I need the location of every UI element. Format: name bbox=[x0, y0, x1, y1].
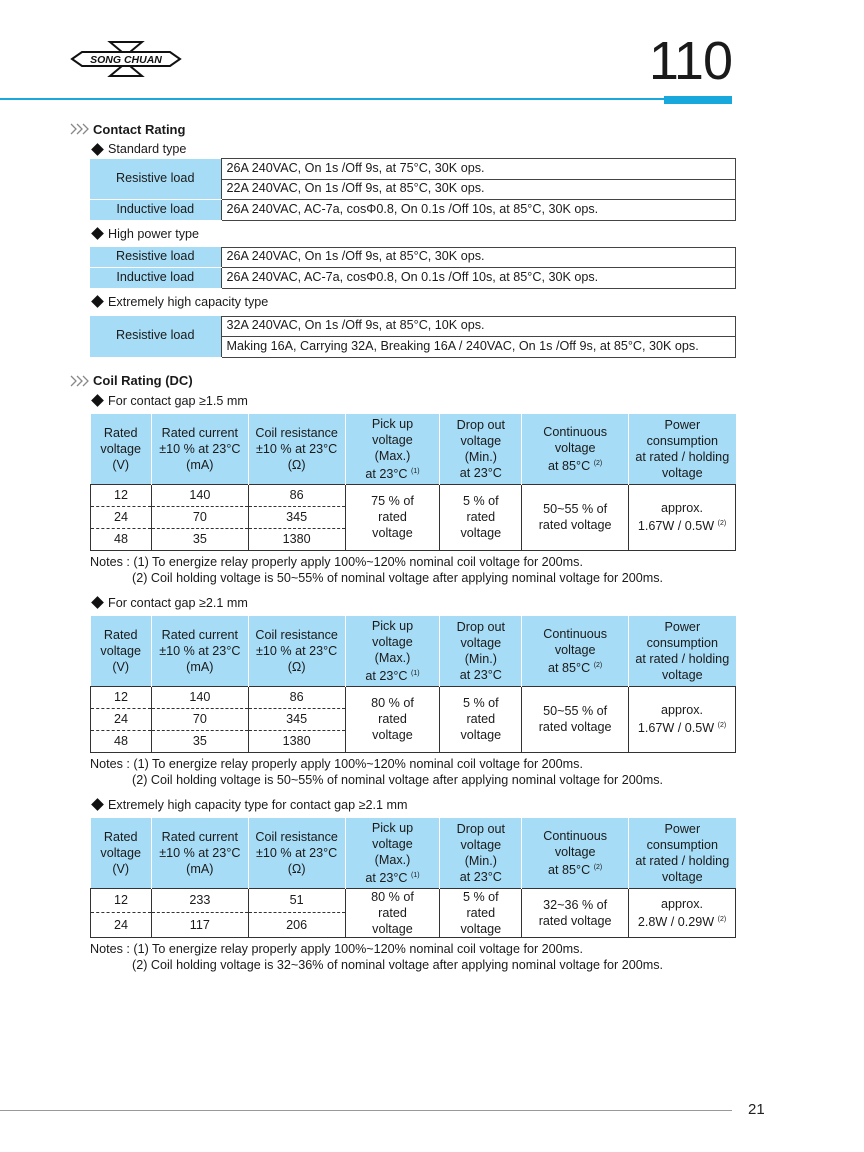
note-line: (2) Coil holding voltage is 50~55% of nominal voltage after applying nominal voltage for 200ms. bbox=[132, 772, 663, 787]
coil-drop-out-value: 5 % of rated voltage bbox=[440, 484, 522, 550]
coil-notes bbox=[90, 554, 740, 586]
coil-pick-up-value: 75 % of rated voltage bbox=[345, 484, 440, 550]
contact-rating-title-text: Contact Rating bbox=[93, 121, 186, 137]
coil-power-value: approx. 1.67W / 0.5W $^{(2)}$ bbox=[629, 484, 736, 550]
coil-rating-table bbox=[90, 616, 736, 753]
model-number: 110 bbox=[648, 31, 732, 91]
resistive-load-label: Resistive load bbox=[90, 247, 221, 268]
rating-value: 22A 240VAC, On 1s /Off 9s, at 85°C, 30K ops. bbox=[221, 179, 736, 200]
table-cell: 233 bbox=[151, 888, 248, 913]
coil-continuous-value: 50~55 % of rated voltage bbox=[522, 484, 629, 550]
diamond-bullet-icon bbox=[91, 227, 104, 240]
coil-table-label: For contact gap ≥2.1 mm bbox=[90, 594, 740, 612]
rating-value: 26A 240VAC, AC-7a, cosΦ0.8, On 0.1s /Off 10s, at 85°C, 30K ops. bbox=[221, 200, 736, 221]
footnote-ref: (2) bbox=[593, 863, 603, 871]
footnote-ref: (2) bbox=[593, 661, 603, 669]
rating-value: 32A 240VAC, On 1s /Off 9s, at 85°C, 10K ops. bbox=[221, 316, 736, 337]
high-power-type-table bbox=[90, 247, 736, 289]
table-cell: 12 bbox=[91, 888, 152, 913]
table-cell: 140 bbox=[151, 686, 248, 708]
resistive-load-label: Resistive load bbox=[90, 316, 221, 357]
coil-rating-table bbox=[90, 414, 736, 551]
coil-header-continuous: Continuous voltage at 85°C $^{(2)}$ bbox=[522, 818, 629, 889]
diamond-bullet-icon bbox=[91, 596, 104, 609]
coil-table-block bbox=[70, 392, 740, 586]
header-rule bbox=[0, 98, 732, 100]
table-cell: 1380 bbox=[248, 528, 345, 550]
header-accent-tab bbox=[664, 96, 732, 104]
table-cell: 345 bbox=[248, 506, 345, 528]
rating-value: Making 16A, Carrying 32A, Breaking 16A / 240VAC, On 1s /Off 9s, at 85°C, 30K ops. bbox=[221, 337, 736, 358]
diamond-bullet-icon bbox=[91, 143, 104, 156]
table-cell: 206 bbox=[248, 913, 345, 938]
rating-value: 26A 240VAC, On 1s /Off 9s, at 75°C, 30K ops. bbox=[221, 159, 736, 180]
content bbox=[70, 120, 740, 981]
coil-header-rated-voltage: Rated voltage (V) bbox=[91, 818, 152, 889]
table-row bbox=[91, 484, 736, 506]
coil-drop-out-value: 5 % of rated voltage bbox=[440, 888, 522, 937]
coil-header-continuous: Continuous voltage at 85°C $^{(2)}$ bbox=[522, 616, 629, 687]
note-line: Notes : (1) To energize relay properly apply 100%~120% nominal coil voltage for 200ms. bbox=[90, 756, 583, 771]
coil-header-rated-current: Rated current ±10 % at 23°C (mA) bbox=[151, 616, 248, 687]
coil-tables bbox=[70, 392, 740, 973]
coil-rating-table bbox=[90, 818, 736, 938]
table-cell: 48 bbox=[91, 730, 152, 752]
coil-header-coil-resistance: Coil resistance ±10 % at 23°C (Ω) bbox=[248, 414, 345, 485]
table-cell: 117 bbox=[151, 913, 248, 938]
table-cell: 48 bbox=[91, 528, 152, 550]
inductive-load-label: Inductive load bbox=[90, 200, 221, 221]
table-cell: 35 bbox=[151, 730, 248, 752]
table-row bbox=[91, 686, 736, 708]
coil-power-value: approx. 2.8W / 0.29W $^{(2)}$ bbox=[629, 888, 736, 937]
coil-header-drop-out: Drop out voltage (Min.) at 23°C bbox=[440, 414, 522, 485]
coil-table-block bbox=[70, 594, 740, 788]
standard-type-label: Standard type bbox=[90, 140, 740, 158]
table-cell: 24 bbox=[91, 708, 152, 730]
footnote-ref: (1) bbox=[411, 467, 420, 475]
rating-value: 26A 240VAC, On 1s /Off 9s, at 85°C, 30K ops. bbox=[221, 247, 736, 268]
standard-type-table bbox=[90, 158, 736, 221]
table-cell: 86 bbox=[248, 686, 345, 708]
diamond-bullet-icon bbox=[91, 394, 104, 407]
inductive-load-label: Inductive load bbox=[90, 268, 221, 289]
coil-table-block bbox=[70, 796, 740, 973]
extreme-type-table bbox=[90, 316, 736, 358]
coil-header-pick-up: Pick up voltage (Max.) at 23°C $^{(1)}$ bbox=[345, 414, 440, 485]
coil-header-power: Power consumption at rated / holding voltage bbox=[629, 414, 736, 485]
coil-notes bbox=[90, 756, 740, 788]
brand-logo bbox=[70, 40, 182, 78]
coil-header-rated-current: Rated current ±10 % at 23°C (mA) bbox=[151, 414, 248, 485]
table-cell: 51 bbox=[248, 888, 345, 913]
footnote-ref: (2) bbox=[717, 915, 727, 923]
coil-header-power: Power consumption at rated / holding voltage bbox=[629, 616, 736, 687]
diamond-bullet-icon bbox=[91, 798, 104, 811]
footnote-ref: (2) bbox=[717, 722, 727, 729]
footnote-ref: (2) bbox=[593, 459, 603, 467]
table-cell: 70 bbox=[151, 506, 248, 528]
coil-header-rated-current: Rated current ±10 % at 23°C (mA) bbox=[151, 818, 248, 889]
coil-header-coil-resistance: Coil resistance ±10 % at 23°C (Ω) bbox=[248, 818, 345, 889]
contact-rating-title bbox=[70, 120, 740, 138]
coil-rating-title bbox=[70, 372, 740, 390]
coil-table-label: Extremely high capacity type for contact gap ≥2.1 mm bbox=[90, 796, 740, 814]
table-cell: 35 bbox=[151, 528, 248, 550]
footnote-ref: (2) bbox=[717, 520, 727, 527]
coil-pick-up-value: 80 % of rated voltage bbox=[345, 686, 440, 752]
table-cell: 24 bbox=[91, 506, 152, 528]
diamond-bullet-icon bbox=[91, 295, 104, 308]
coil-continuous-value: 32~36 % of rated voltage bbox=[522, 888, 629, 937]
rating-value: 26A 240VAC, AC-7a, cosΦ0.8, On 0.1s /Off 10s, at 85°C, 30K ops. bbox=[221, 268, 736, 289]
extreme-type-label: Extremely high capacity type bbox=[90, 293, 740, 311]
note-line: (2) Coil holding voltage is 32~36% of nominal voltage after applying nominal voltage for 200ms. bbox=[132, 957, 663, 972]
chevron-triple-icon bbox=[70, 123, 90, 135]
coil-notes bbox=[90, 941, 740, 973]
table-cell: 70 bbox=[151, 708, 248, 730]
note-line: Notes : (1) To energize relay properly apply 100%~120% nominal coil voltage for 200ms. bbox=[90, 941, 583, 956]
footer-rule bbox=[0, 1110, 732, 1111]
footnote-ref: (1) bbox=[411, 669, 420, 677]
brand-logo-text: SONG CHUAN bbox=[90, 54, 162, 66]
table-cell: 1380 bbox=[248, 730, 345, 752]
coil-header-pick-up: Pick up voltage (Max.) at 23°C $^{(1)}$ bbox=[345, 818, 440, 889]
coil-header-drop-out: Drop out voltage (Min.) at 23°C bbox=[440, 818, 522, 889]
coil-header-drop-out: Drop out voltage (Min.) at 23°C bbox=[440, 616, 522, 687]
high-power-type-label: High power type bbox=[90, 225, 740, 243]
coil-pick-up-value: 80 % of rated voltage bbox=[345, 888, 440, 937]
coil-continuous-value: 50~55 % of rated voltage bbox=[522, 686, 629, 752]
coil-header-rated-voltage: Rated voltage (V) bbox=[91, 414, 152, 485]
table-cell: 12 bbox=[91, 484, 152, 506]
coil-header-pick-up: Pick up voltage (Max.) at 23°C $^{(1)}$ bbox=[345, 616, 440, 687]
table-cell: 12 bbox=[91, 686, 152, 708]
coil-header-rated-voltage: Rated voltage (V) bbox=[91, 616, 152, 687]
table-cell: 345 bbox=[248, 708, 345, 730]
table-cell: 86 bbox=[248, 484, 345, 506]
page-number: 21 bbox=[748, 1101, 765, 1118]
coil-header-coil-resistance: Coil resistance ±10 % at 23°C (Ω) bbox=[248, 616, 345, 687]
coil-header-power: Power consumption at rated / holding voltage bbox=[629, 818, 736, 889]
footnote-ref: (1) bbox=[411, 871, 420, 879]
coil-header-continuous: Continuous voltage at 85°C $^{(2)}$ bbox=[522, 414, 629, 485]
coil-drop-out-value: 5 % of rated voltage bbox=[440, 686, 522, 752]
resistive-load-label: Resistive load bbox=[90, 159, 221, 200]
table-cell: 140 bbox=[151, 484, 248, 506]
table-row bbox=[91, 888, 736, 913]
note-line: (2) Coil holding voltage is 50~55% of nominal voltage after applying nominal voltage for 200ms. bbox=[132, 570, 663, 585]
table-cell: 24 bbox=[91, 913, 152, 938]
coil-table-label: For contact gap ≥1.5 mm bbox=[90, 392, 740, 410]
chevron-triple-icon bbox=[70, 375, 90, 387]
coil-power-value: approx. 1.67W / 0.5W $^{(2)}$ bbox=[629, 686, 736, 752]
note-line: Notes : (1) To energize relay properly apply 100%~120% nominal coil voltage for 200ms. bbox=[90, 554, 583, 569]
coil-rating-title-text: Coil Rating (DC) bbox=[93, 373, 193, 388]
